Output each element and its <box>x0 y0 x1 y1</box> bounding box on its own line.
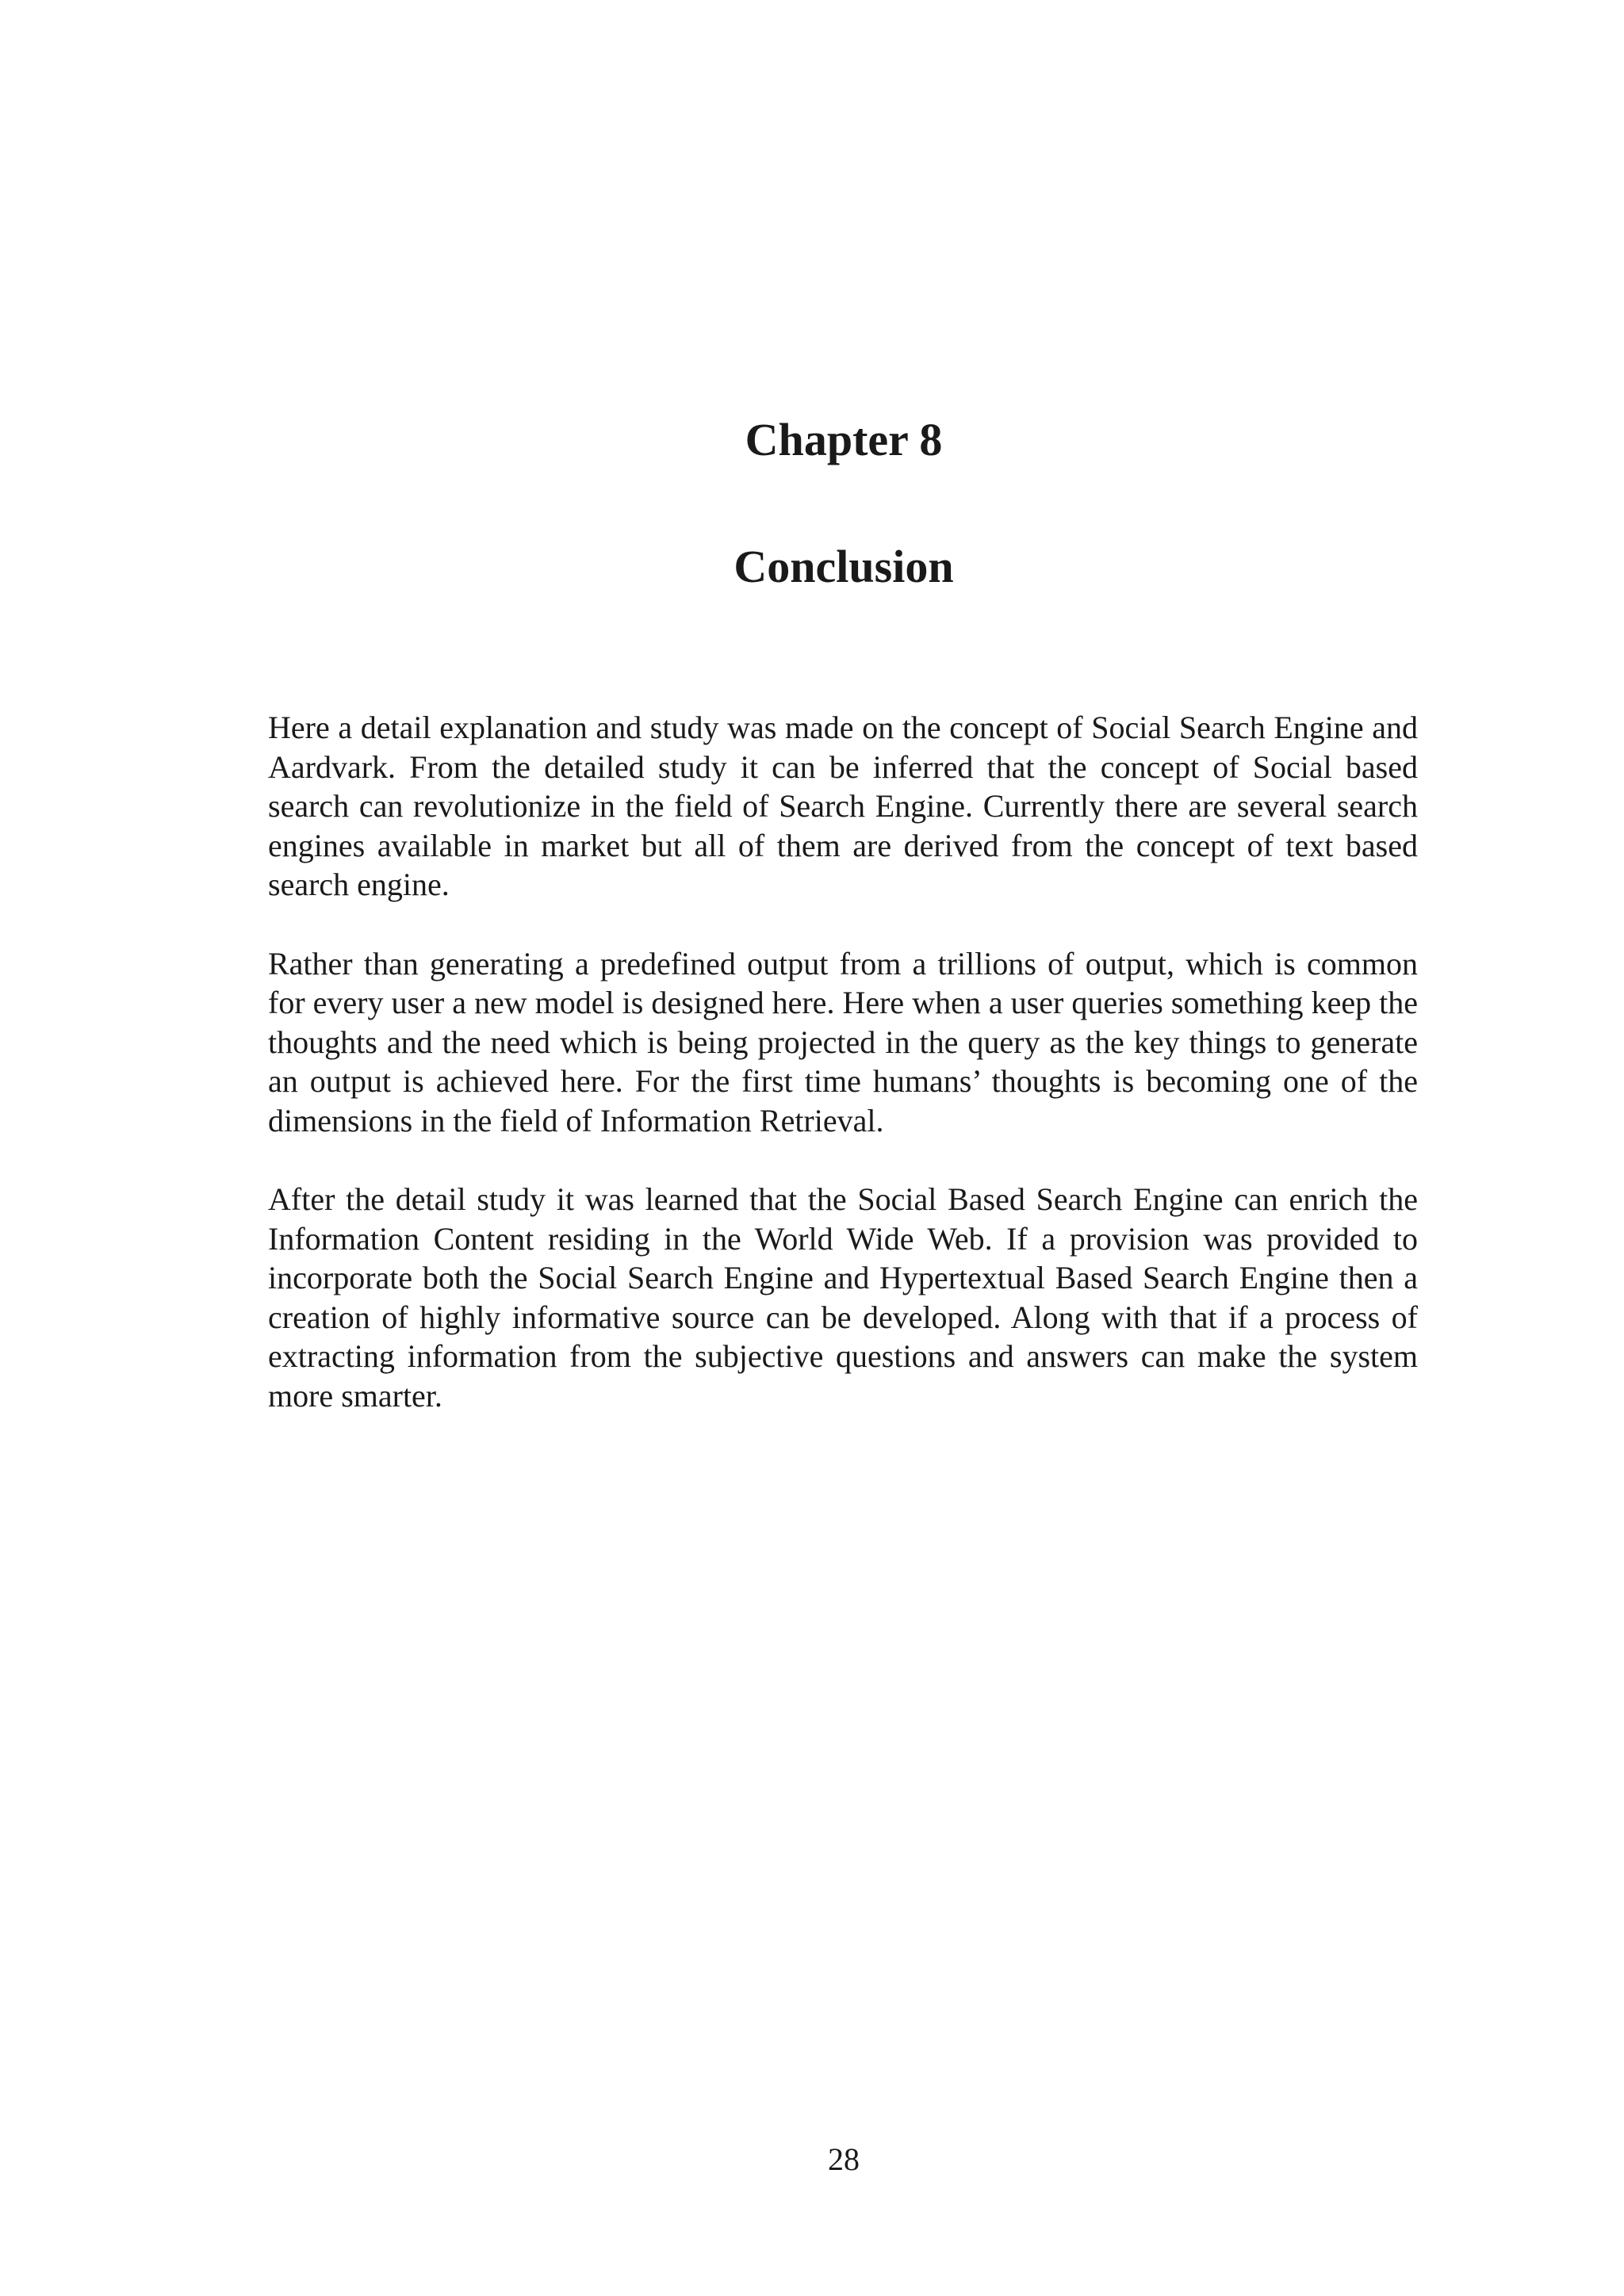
paragraph: After the detail study it was learned that the Social Based Search Engine can enrich the Information Content residing in the World Wide Web. If a provision was provided to incorporate both the Social Search Engine and Hypertextual Based Search Engine then a creation of highly informative source can be developed. Along with that if a process of extracting information from the subjective questions and answers can make the system more smarter. <box>268 1181 1418 1414</box>
chapter-title: Conclusion <box>733 541 954 592</box>
chapter-body <box>268 708 1418 1455</box>
paragraph: Here a detail explanation and study was made on the concept of Social Search Engine and Aardvark. From the detailed study it can be inferred that the concept of Social based search can revolutionize in the field of Search Engine. Currently there are several search engines available in market but all of them are derived from the concept of text based search engine. <box>268 710 1418 902</box>
paragraph: Rather than generating a predefined output from a trillions of output, which is common for every user a new model is designed here. Here when a user queries something keep the thoughts and the need which is being projected in the query as the key things to generate an output is achieved here. For the first time humans’ thoughts is becoming one of the dimensions in the field of Information Retrieval. <box>268 945 1418 1138</box>
chapter-number: Chapter 8 <box>745 414 943 465</box>
page-number: 28 <box>828 2141 860 2177</box>
